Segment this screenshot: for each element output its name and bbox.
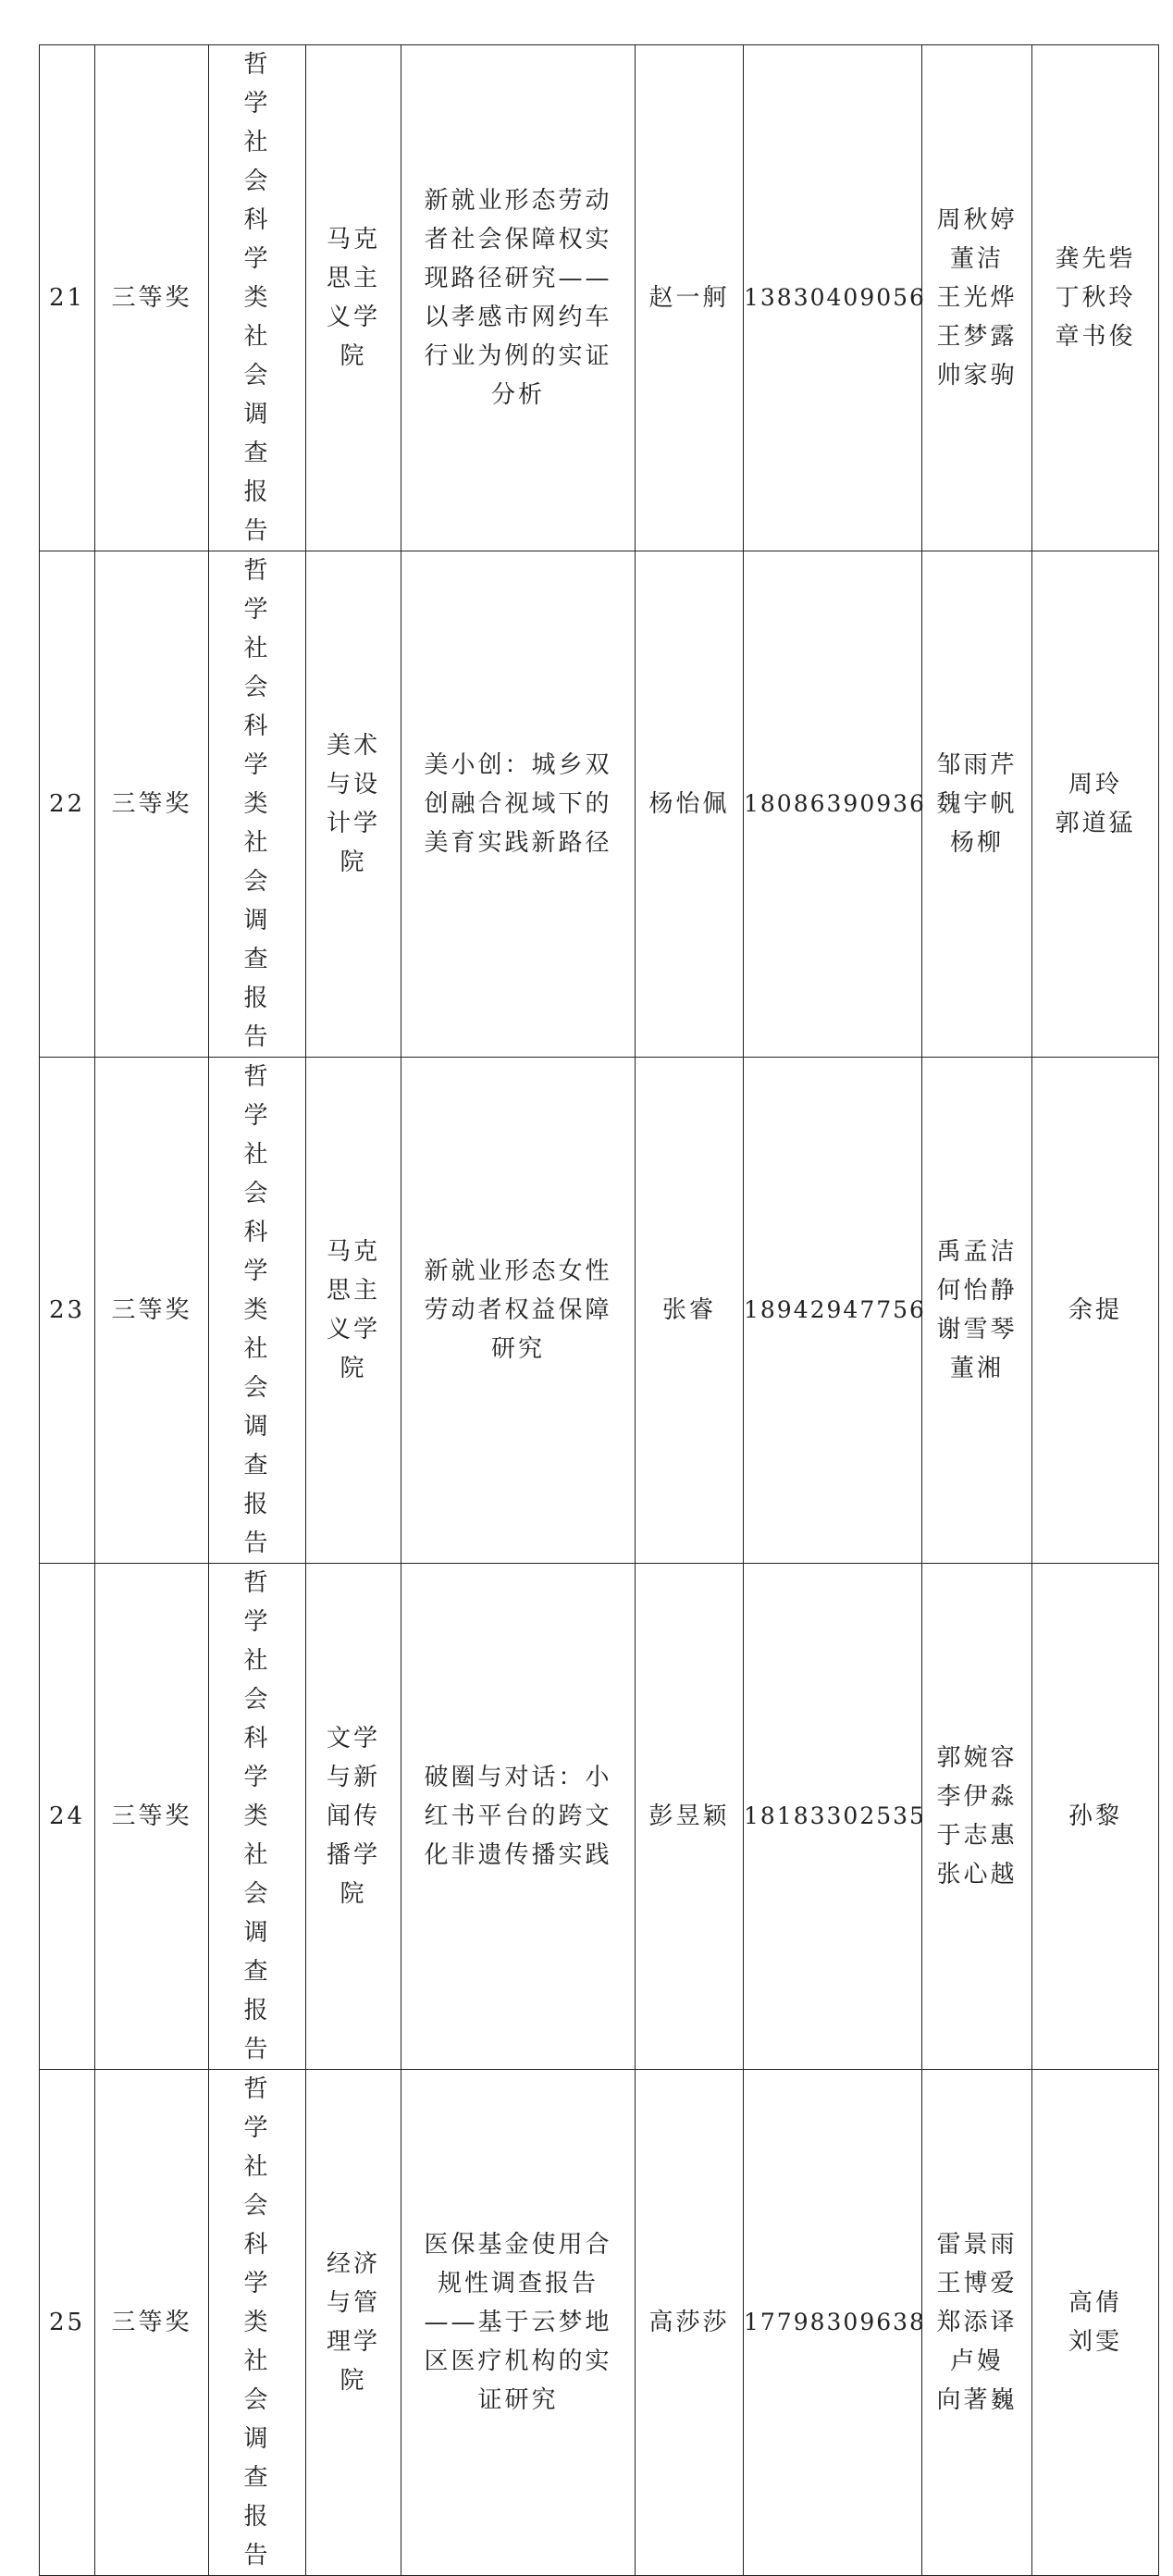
category-text: 哲学社会科学类社会调查报告: [243, 557, 271, 1051]
project-title: [401, 1058, 636, 1564]
advisor-name: 周玲: [1068, 771, 1122, 799]
member-name: 魏宇帆: [936, 790, 1018, 818]
award-level: [95, 1564, 209, 2070]
team-leader: [636, 1564, 744, 2070]
leader-text: 杨怡佩: [648, 790, 730, 818]
advisor-name: 孙黎: [1068, 1802, 1122, 1830]
team-members: [922, 45, 1032, 551]
award-text: 三等奖: [111, 1802, 192, 1830]
row-number: [40, 1058, 95, 1564]
category-text: 哲学社会科学类社会调查报告: [243, 2075, 271, 2570]
advisor-name: 高倩: [1068, 2289, 1122, 2317]
college: [306, 2070, 401, 2576]
awards-table: [39, 44, 1159, 2576]
college-text: 马克思主义学院: [327, 1238, 381, 1382]
leader-text: 赵一舸: [648, 284, 730, 312]
project-title: [401, 551, 636, 1058]
no-text: 23: [48, 1296, 86, 1324]
member-name: 王博爱: [936, 2270, 1018, 2297]
project-title: [401, 2070, 636, 2576]
no-text: 21: [48, 284, 86, 312]
award-text: 三等奖: [111, 2309, 192, 2336]
category: [209, 45, 306, 551]
no-text: 24: [48, 1802, 86, 1830]
members-list: [935, 1232, 1019, 1388]
no-text: 25: [48, 2309, 86, 2336]
title-text: 医保基金使用合规性调查报告——基于云梦地区医疗机构的实证研究: [424, 2231, 612, 2414]
college-text: 美术与设计学院: [327, 732, 381, 876]
member-name: 谢雪琴: [936, 1316, 1018, 1344]
advisors-list: [1054, 1797, 1137, 1836]
award-level: [95, 2070, 209, 2576]
team-members: [922, 551, 1032, 1058]
college-text: 马克思主义学院: [327, 226, 381, 370]
title-text: 破圈与对话：小红书平台的跨文化非遗传播实践: [424, 1764, 612, 1869]
row-number: [40, 551, 95, 1058]
team-members: [922, 2070, 1032, 2576]
member-name: 何怡静: [936, 1277, 1018, 1305]
title-text: 新就业形态劳动者社会保障权实现路径研究——以孝感市网约车行业为例的实证分析: [424, 187, 612, 409]
advisors: [1032, 551, 1159, 1058]
advisor-name: 龚先砦: [1055, 245, 1136, 273]
award-level: [95, 45, 209, 551]
phone-text: 18183302535: [744, 1802, 926, 1829]
member-name: 王梦露: [936, 323, 1018, 351]
phone-number: [744, 2070, 926, 2576]
member-name: 向著巍: [936, 2386, 1018, 2414]
row-number: [40, 1564, 95, 2070]
advisor-name: 章书俊: [1055, 323, 1136, 351]
table-row: [40, 45, 1159, 551]
advisors: [1032, 1058, 1159, 1564]
row-number: [40, 2070, 95, 2576]
award-text: 三等奖: [111, 790, 192, 818]
college-text: 文学与新闻传播学院: [327, 1725, 381, 1908]
advisors: [1032, 1564, 1159, 2070]
advisors-list: [1054, 2284, 1137, 2361]
advisors-list: [1054, 765, 1137, 843]
category: [209, 1058, 306, 1564]
leader-text: 张睿: [661, 1296, 716, 1324]
member-name: 帅家驹: [936, 362, 1018, 390]
award-text: 三等奖: [111, 1296, 192, 1324]
award-text: 三等奖: [111, 284, 192, 312]
members-list: [935, 201, 1019, 395]
table-row: [40, 1564, 1159, 2070]
college: [306, 1058, 401, 1564]
members-list: [935, 1739, 1019, 1894]
table-row: [40, 1058, 1159, 1564]
title-text: 美小创：城乡双创融合视域下的美育实践新路径: [424, 751, 612, 857]
advisors: [1032, 45, 1159, 551]
advisors-list: [1054, 240, 1137, 356]
member-name: 禹孟洁: [936, 1238, 1018, 1266]
team-leader: [636, 551, 744, 1058]
member-name: 董洁: [949, 245, 1004, 273]
phone-text: 18942947756: [744, 1296, 926, 1323]
phone-number: [744, 1564, 926, 2070]
member-name: 于志惠: [936, 1822, 1018, 1850]
no-text: 22: [48, 790, 86, 818]
phone-number: [744, 1058, 926, 1564]
members-list: [935, 746, 1019, 862]
member-name: 董湘: [949, 1355, 1004, 1382]
advisor-name: 郭道猛: [1055, 810, 1136, 837]
row-number: [40, 45, 95, 551]
category: [209, 1564, 306, 2070]
table-row: [40, 551, 1159, 1058]
table-body: [40, 45, 1159, 2576]
project-title: [401, 1564, 636, 2070]
phone-text: 13830409056: [744, 284, 926, 311]
team-members: [922, 1058, 1032, 1564]
advisors-list: [1054, 1291, 1137, 1330]
advisors: [1032, 2070, 1159, 2576]
advisor-name: 刘雯: [1068, 2328, 1122, 2356]
member-name: 张心越: [936, 1861, 1018, 1889]
leader-text: 彭昱颖: [648, 1802, 730, 1830]
category-text: 哲学社会科学类社会调查报告: [243, 1063, 271, 1557]
member-name: 郑添译: [936, 2309, 1018, 2336]
title-text: 新就业形态女性劳动者权益保障研究: [424, 1257, 612, 1363]
member-name: 雷景雨: [936, 2231, 1018, 2259]
team-leader: [636, 1058, 744, 1564]
advisor-name: 余提: [1068, 1296, 1122, 1324]
project-title: [401, 45, 636, 551]
team-leader: [636, 45, 744, 551]
team-leader: [636, 2070, 744, 2576]
member-name: 邹雨芹: [936, 751, 1018, 779]
category-text: 哲学社会科学类社会调查报告: [243, 1569, 271, 2063]
member-name: 王光烨: [936, 284, 1018, 312]
members-list: [935, 2225, 1019, 2420]
college-text: 经济与管理学院: [327, 2250, 381, 2395]
category-text: 哲学社会科学类社会调查报告: [243, 51, 271, 545]
phone-number: [744, 45, 926, 551]
advisor-name: 丁秋玲: [1055, 284, 1136, 312]
phone-text: 17798309638: [744, 2309, 926, 2335]
member-name: 郭婉容: [936, 1744, 1018, 1772]
category: [209, 2070, 306, 2576]
member-name: 卢嫚: [949, 2347, 1004, 2375]
table-row: [40, 2070, 1159, 2576]
team-members: [922, 1564, 1032, 2070]
member-name: 杨柳: [949, 829, 1004, 857]
leader-text: 高莎莎: [648, 2309, 730, 2336]
member-name: 李伊淼: [936, 1783, 1018, 1811]
college: [306, 1564, 401, 2070]
category: [209, 551, 306, 1058]
college: [306, 45, 401, 551]
college: [306, 551, 401, 1058]
award-level: [95, 1058, 209, 1564]
phone-text: 18086390936: [744, 790, 926, 817]
award-level: [95, 551, 209, 1058]
phone-number: [744, 551, 926, 1058]
member-name: 周秋婷: [936, 206, 1018, 234]
